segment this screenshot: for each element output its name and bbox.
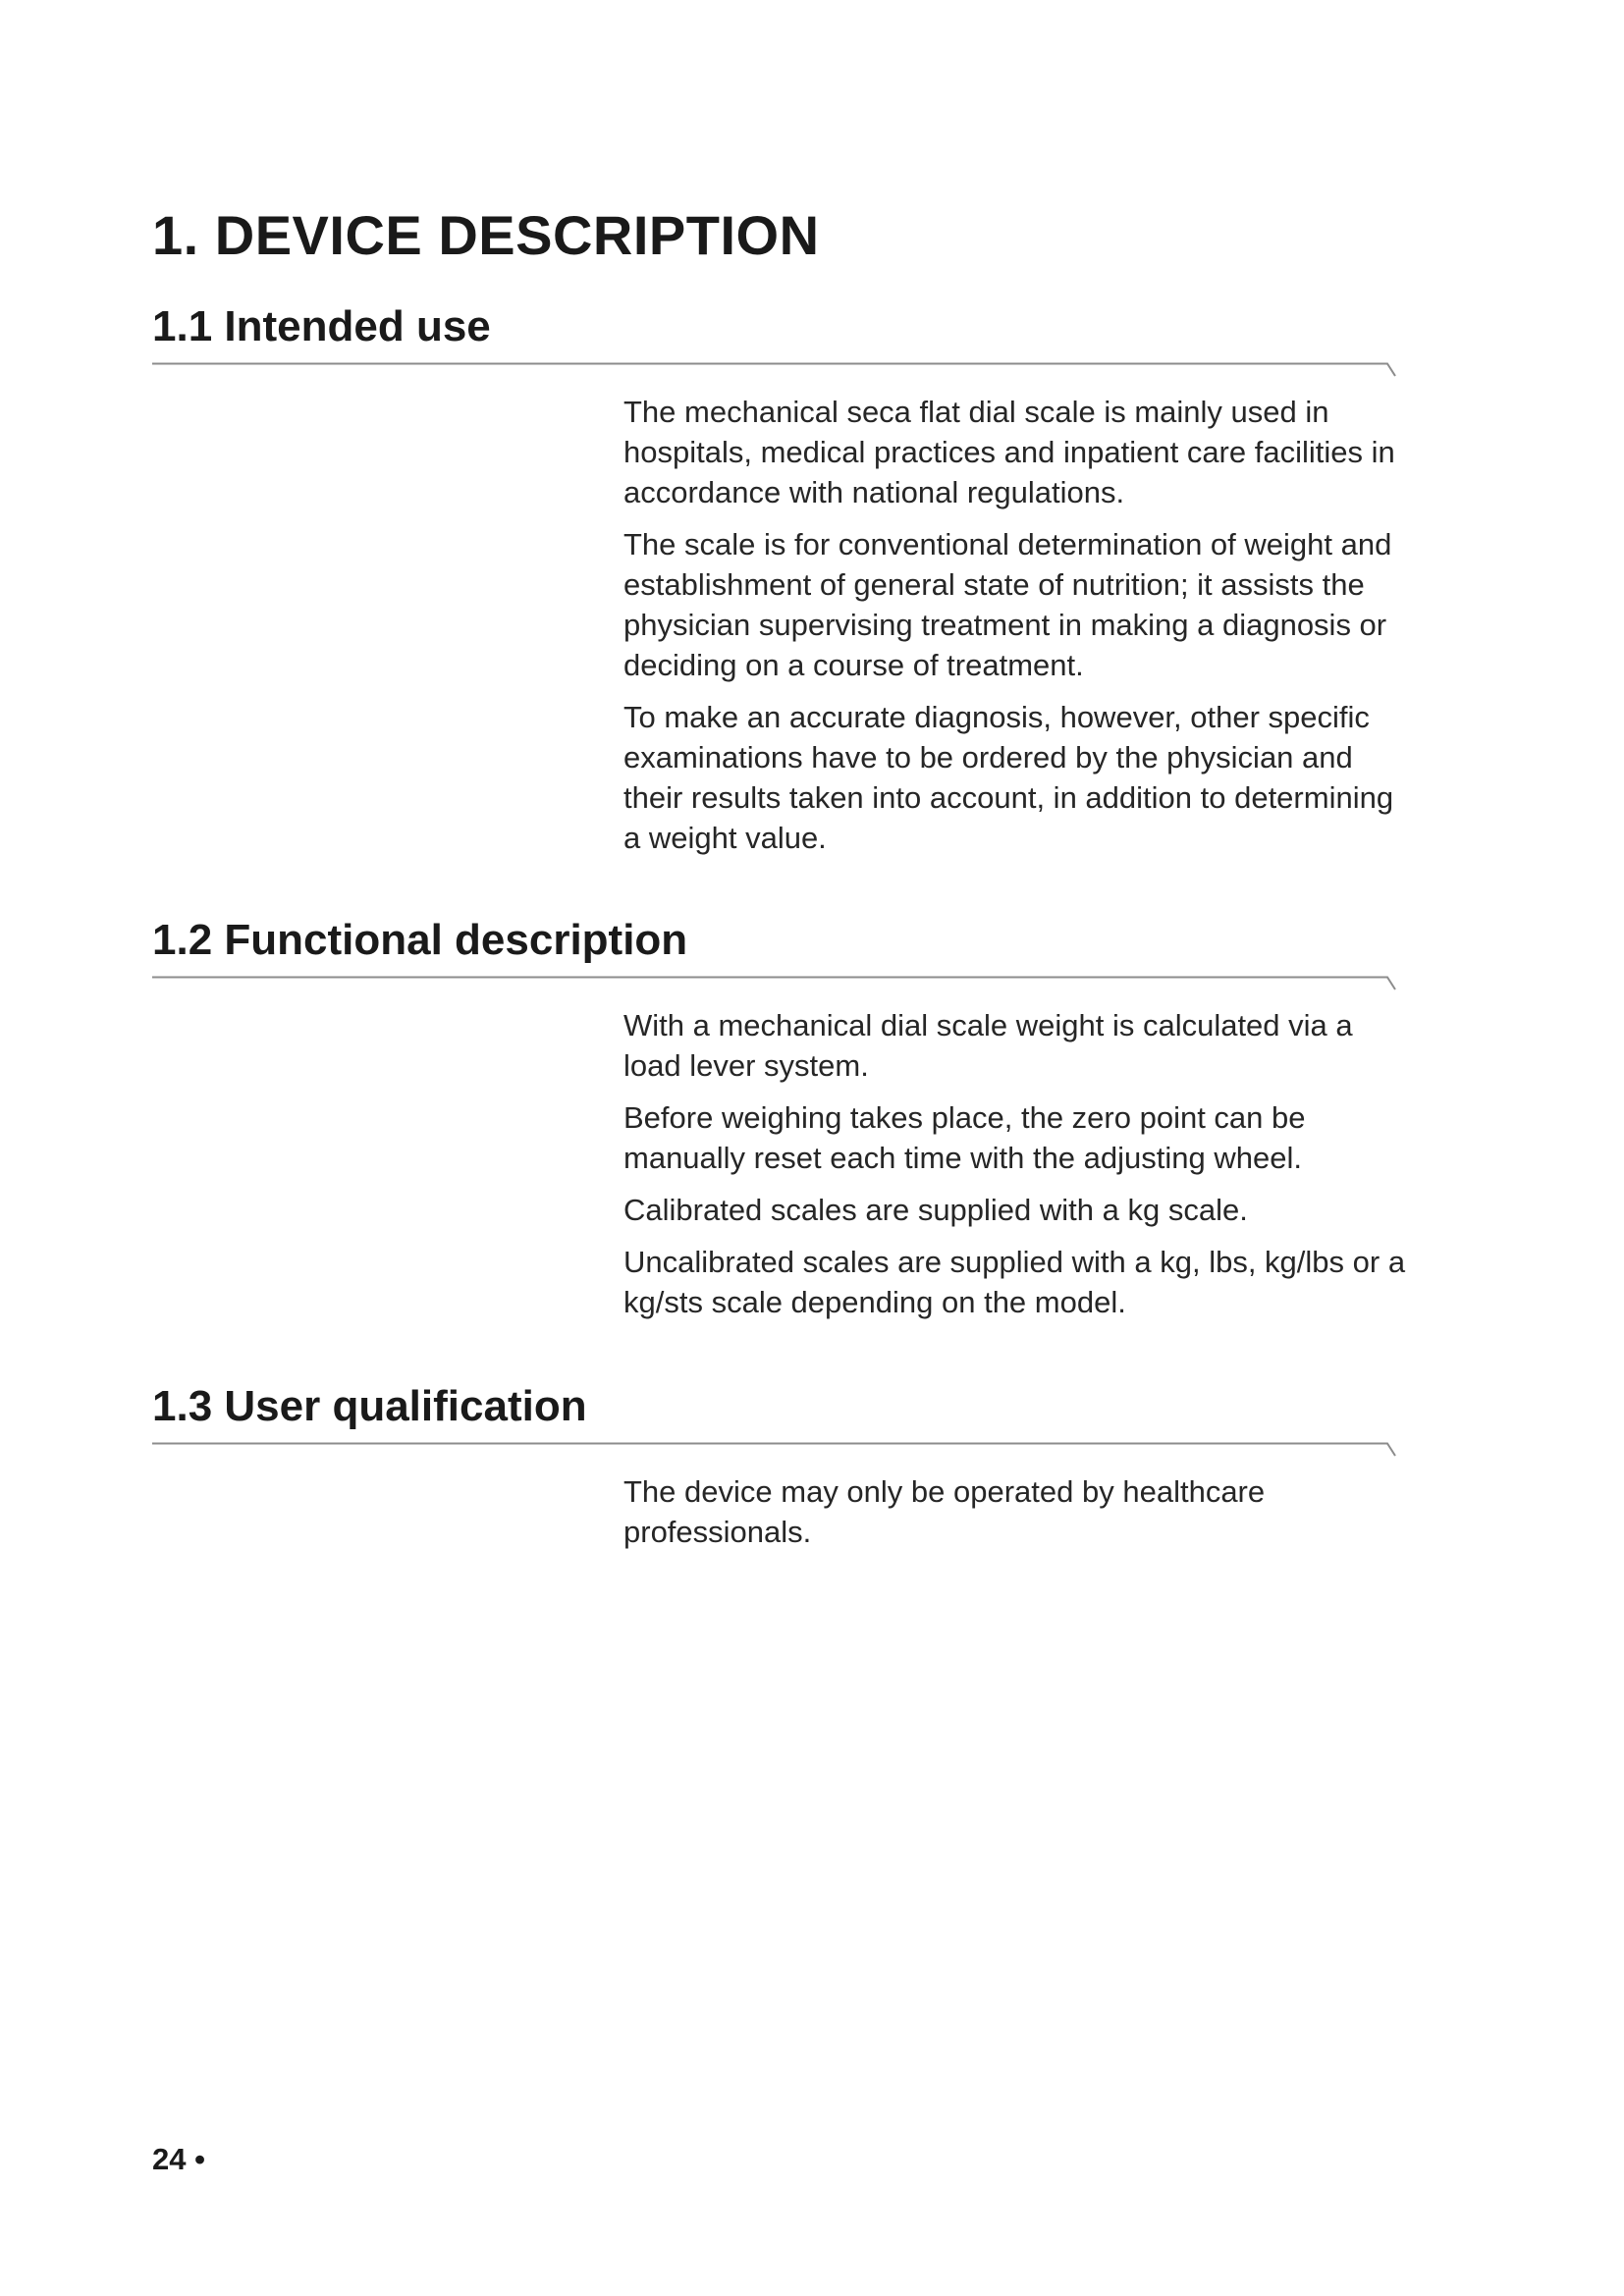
page-title: 1. DEVICE DESCRIPTION <box>152 204 820 266</box>
paragraph: Calibrated scales are supplied with a kg scale. <box>623 1193 1248 1227</box>
section-intended-use <box>152 299 1399 870</box>
section-body <box>623 1471 1409 1552</box>
section-heading: 1.1 Intended use <box>152 302 491 350</box>
section-user-qualification <box>152 1379 1399 1564</box>
section-divider <box>152 362 1399 378</box>
paragraph: Uncalibrated scales are supplied with a kg, lbs, kg/lbs or a kg/sts scale depending on the model. <box>623 1245 1406 1319</box>
paragraph: The scale is for conventional determination of weight and establishment of general state of nutrition; it assists the physician supervising treatment in making a diagnosis or deciding on a course of treatment. <box>623 527 1392 682</box>
paragraph: With a mechanical dial scale weight is calculated via a load lever system. <box>623 1008 1353 1083</box>
paragraph: Before weighing takes place, the zero point can be manually reset each time with the adjusting wheel. <box>623 1100 1306 1175</box>
paragraph: To make an accurate diagnosis, however, other specific examinations have to be ordered by the physician and their results taken into account, in addition to determining a weight value. <box>623 700 1394 855</box>
section-divider <box>152 976 1399 991</box>
paragraph: The device may only be operated by healthcare professionals. <box>623 1474 1266 1549</box>
section-body <box>623 1005 1409 1322</box>
paragraph: The mechanical seca flat dial scale is mainly used in hospitals, medical practices and inpatient care facilities in accordance with national regulations. <box>623 395 1395 509</box>
section-body <box>623 392 1409 858</box>
section-divider <box>152 1442 1399 1458</box>
page-number: 24 • <box>152 2142 205 2176</box>
section-heading: 1.2 Functional description <box>152 916 688 964</box>
section-functional-description <box>152 913 1406 1334</box>
section-heading: 1.3 User qualification <box>152 1382 587 1430</box>
